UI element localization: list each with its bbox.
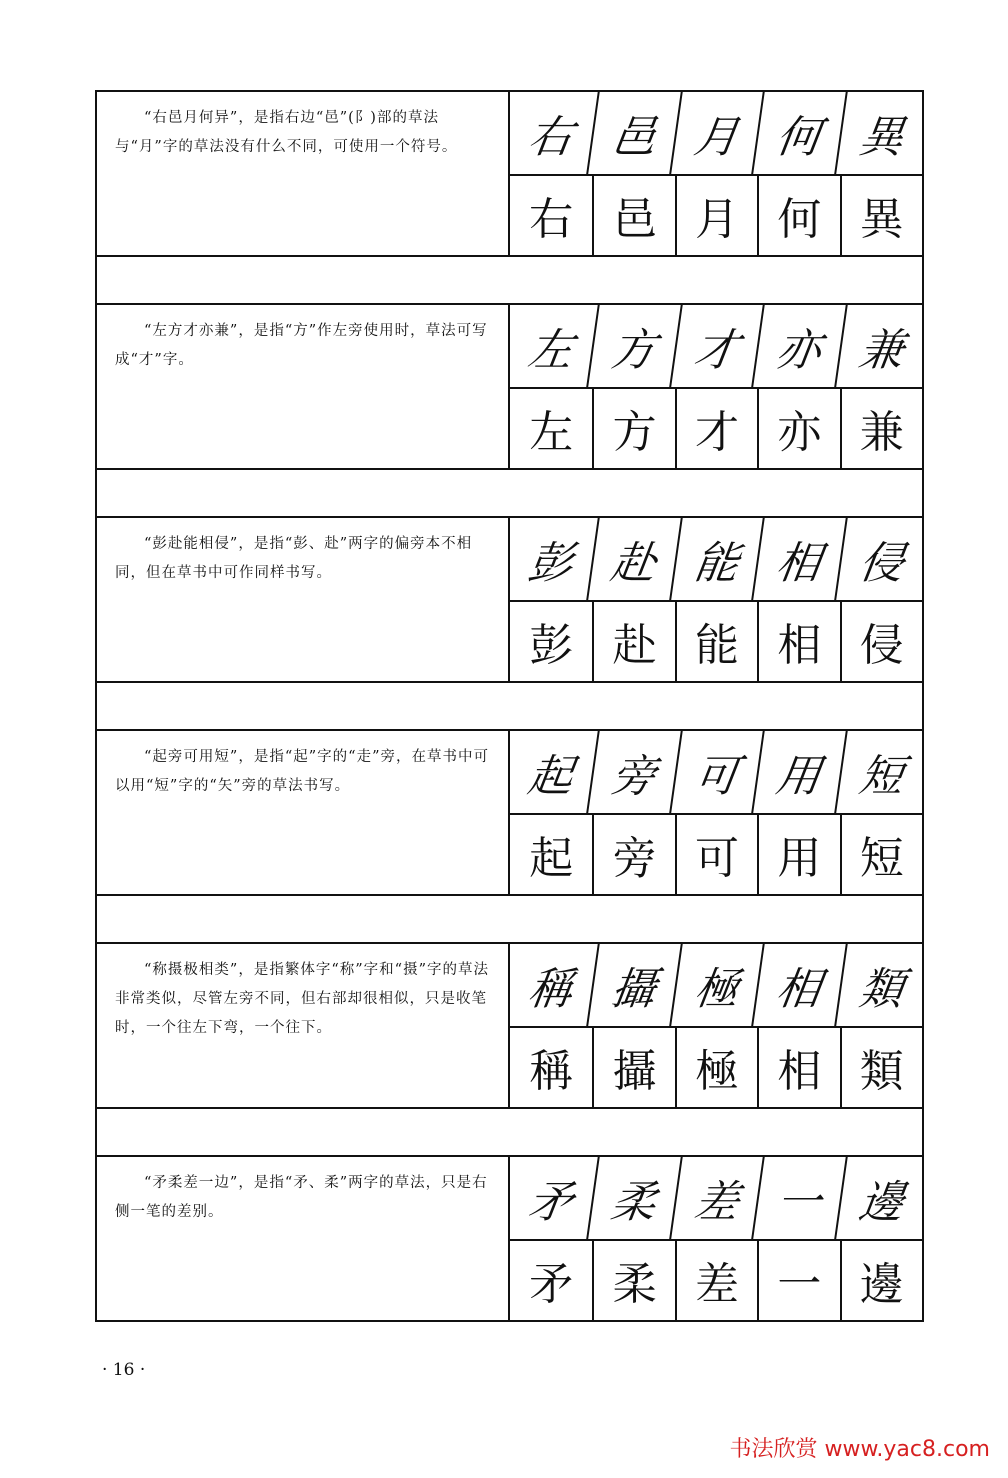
section [97, 305, 922, 470]
standard-character: 異 [840, 174, 922, 256]
cursive-character: 矛 [524, 1176, 577, 1228]
standard-character: 何 [757, 174, 839, 256]
standard-character: 柔 [592, 1239, 674, 1321]
standard-character: 旁 [592, 813, 674, 895]
section [97, 518, 922, 683]
cursive-character: 類 [834, 944, 928, 1026]
standard-character: 右 [510, 174, 592, 256]
cursive-character: 侵 [834, 518, 928, 600]
section-spacer [97, 257, 922, 305]
standard-character: 月 [675, 174, 757, 256]
standard-character: 短 [840, 813, 922, 895]
character-table [95, 90, 924, 1322]
standard-character: 極 [675, 1026, 757, 1108]
standard-character: 起 [510, 813, 592, 895]
cursive-character: 亦 [751, 305, 845, 387]
character-grid [510, 1157, 922, 1320]
cursive-character: 方 [587, 305, 681, 387]
standard-character: 類 [840, 1026, 922, 1108]
standard-character: 一 [757, 1239, 839, 1321]
standard-character: 邊 [840, 1239, 922, 1321]
section-description: “左方才亦兼”，是指“方”作左旁使用时，草法可写成“才”字。 [97, 305, 510, 468]
standard-character: 相 [757, 1026, 839, 1108]
section-description: “矛柔差一边”，是指“矛、柔”两字的草法，只是右侧一笔的差别。 [97, 1157, 510, 1320]
section-description: “彭赴能相侵”，是指“彭、赴”两字的偏旁本不相同，但在草书中可作同样书写。 [97, 518, 510, 681]
section-description: “称摄极相类”，是指繁体字“称”字和“摄”字的草法非常类似，尽管左旁不同，但右部却很相似，只是收笔时，一个往左下弯，一个往下。 [97, 944, 510, 1107]
cursive-character: 異 [834, 92, 928, 174]
cursive-character: 邊 [834, 1157, 928, 1239]
cursive-character: 柔 [587, 1157, 681, 1239]
cursive-character: 攝 [587, 944, 681, 1026]
cursive-character: 才 [669, 305, 763, 387]
standard-character: 攝 [592, 1026, 674, 1108]
cursive-character: 稱 [524, 963, 577, 1015]
section-spacer [97, 896, 922, 944]
section [97, 92, 922, 257]
standard-character: 能 [675, 600, 757, 682]
character-grid [510, 92, 922, 255]
standard-character: 差 [675, 1239, 757, 1321]
standard-character: 方 [592, 387, 674, 469]
cursive-character: 極 [669, 944, 763, 1026]
standard-character: 邑 [592, 174, 674, 256]
cursive-character: 短 [834, 731, 928, 813]
cursive-character: 右 [524, 111, 577, 163]
cursive-character: 起 [524, 750, 577, 802]
section-spacer [97, 683, 922, 731]
cursive-character: 相 [751, 518, 845, 600]
standard-character: 侵 [840, 600, 922, 682]
cursive-character: 左 [524, 324, 577, 376]
character-grid [510, 731, 922, 894]
standard-character: 左 [510, 387, 592, 469]
watermark: 书法欣赏 www.yac8.com [729, 1437, 990, 1462]
standard-character: 矛 [510, 1239, 592, 1321]
cursive-character: 相 [751, 944, 845, 1026]
standard-character: 可 [675, 813, 757, 895]
cursive-character: 能 [669, 518, 763, 600]
cursive-character: 何 [751, 92, 845, 174]
cursive-character: 一 [751, 1157, 845, 1239]
section-description: “右邑月何异”，是指右边“邑”(阝)部的草法与“月”字的草法没有什么不同，可使用一个符号。 [97, 92, 510, 255]
cursive-character: 月 [669, 92, 763, 174]
section-description: “起旁可用短”，是指“起”字的“走”旁，在草书中可以用“短”字的“矢”旁的草法书写。 [97, 731, 510, 894]
character-grid [510, 518, 922, 681]
standard-character: 彭 [510, 600, 592, 682]
cursive-character: 赴 [587, 518, 681, 600]
cursive-character: 用 [751, 731, 845, 813]
cursive-character: 兼 [834, 305, 928, 387]
section-spacer [97, 1109, 922, 1157]
cursive-character: 差 [669, 1157, 763, 1239]
section-spacer [97, 470, 922, 518]
section [97, 944, 922, 1109]
character-grid [510, 305, 922, 468]
cursive-character: 可 [669, 731, 763, 813]
standard-character: 用 [757, 813, 839, 895]
section [97, 1157, 922, 1322]
standard-character: 稱 [510, 1026, 592, 1108]
standard-character: 相 [757, 600, 839, 682]
standard-character: 才 [675, 387, 757, 469]
cursive-character: 邑 [587, 92, 681, 174]
section [97, 731, 922, 896]
cursive-character: 旁 [587, 731, 681, 813]
standard-character: 赴 [592, 600, 674, 682]
cursive-character: 彭 [524, 537, 577, 589]
standard-character: 亦 [757, 387, 839, 469]
standard-character: 兼 [840, 387, 922, 469]
page-number: · 16 · [102, 1360, 146, 1380]
character-grid [510, 944, 922, 1107]
